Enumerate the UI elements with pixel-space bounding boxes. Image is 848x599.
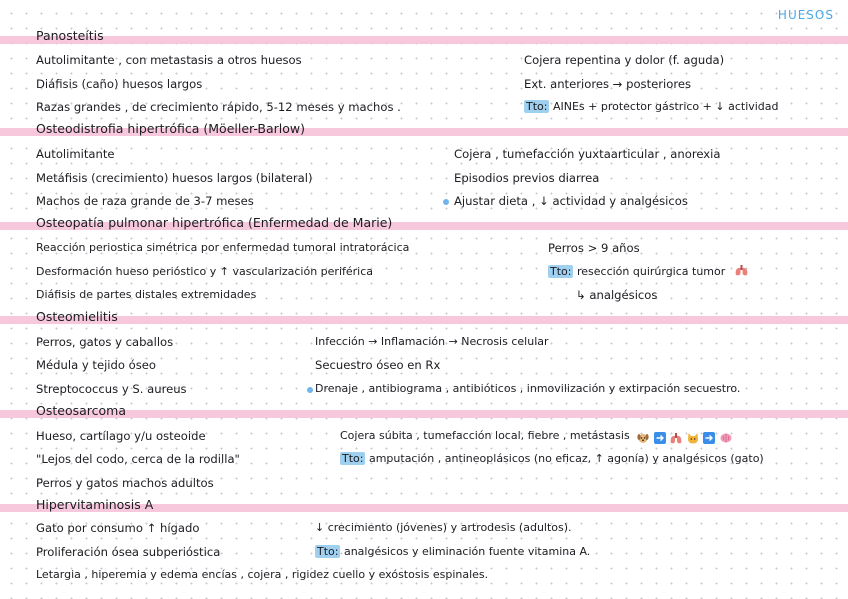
osteodistrofia-left-3: Machos de raza grande de 3-7 meses	[36, 194, 254, 208]
arrow-right-icon	[703, 432, 715, 444]
hipervitaminosis-right-1: ↓ crecimiento (jóvenes) y artrodesis (adultos).	[315, 521, 572, 534]
treatment-text: resección quirúrgica tumor	[576, 265, 726, 278]
osteodistrofia-right-2: Episodios previos diarrea	[454, 171, 600, 185]
panosteitis-left-3: Razas grandes , de crecimiento rápido, 5-12 meses y machos .	[36, 100, 401, 114]
brain-icon	[720, 432, 732, 444]
hipervitaminosis-left-2: Proliferación ósea subperióstica	[36, 545, 221, 559]
treatment-text: amputación , antineoplásicos (no eficaz, ↑ agonía) y analgésicos (gato)	[368, 452, 764, 465]
section-title-osteomielitis: Osteomielitis	[36, 309, 118, 324]
osteosarcoma-left-1: Hueso, cartílago y/u osteoide	[36, 429, 206, 443]
section-title-hipervitaminosis: Hipervitaminosis A	[36, 497, 154, 512]
hipervitaminosis-treatment	[315, 545, 590, 558]
arrow-right-icon	[654, 432, 666, 444]
osteopatia-left-1: Reacción periostica simétrica por enfermedad tumoral intratorácica	[36, 241, 410, 254]
osteopatia-left-2: Desformación hueso perióstico y ↑ vascularización periférica	[36, 265, 374, 278]
hipervitaminosis-left-3: Letargia , hiperemia y edema encías , cojera , rigidez cuello y exóstosis espinales.	[36, 568, 489, 581]
osteosarcoma-right-1	[340, 429, 733, 444]
osteopatia-arrow-line: ↳ analgésicos	[576, 288, 658, 302]
title-band	[0, 36, 848, 44]
osteomielitis-left-3: Streptococcus y S. aureus	[36, 382, 187, 396]
metastasis-icons	[637, 431, 733, 444]
osteomielitis-right-2: Secuestro óseo en Rx	[315, 358, 441, 372]
title-band	[0, 316, 848, 324]
osteopatia-left-3: Diáfisis de partes distales extremidades	[36, 288, 257, 301]
section-title-panosteitis: Panosteítis	[36, 28, 104, 43]
osteosarcoma-left-2: "Lejos del codo, cerca de la rodilla"	[36, 452, 240, 466]
treatment-text: AINEs + protector gástrico + ↓ actividad	[552, 100, 779, 113]
panosteitis-left-1: Autolimitante , con metastasis a otros huesos	[36, 53, 302, 67]
osteomielitis-left-2: Médula y tejido óseo	[36, 358, 157, 372]
osteomielitis-left-1: Perros, gatos y caballos	[36, 335, 174, 349]
lung-icon	[735, 265, 748, 276]
osteopatia-right-1: Perros > 9 años	[548, 241, 640, 255]
osteodistrofia-left-1: Autolimitante	[36, 147, 115, 161]
panosteitis-left-2: Diáfisis (caño) huesos largos	[36, 77, 203, 91]
hipervitaminosis-left-1: Gato por consumo ↑ hígado	[36, 521, 200, 535]
panosteitis-right-2: Ext. anteriores → posteriores	[524, 77, 692, 91]
header-tag: HUESOS	[777, 8, 834, 22]
panosteitis-right-1: Cojera repentina y dolor (f. aguda)	[524, 53, 725, 67]
treatment-text: analgésicos y eliminación fuente vitamina A.	[343, 545, 591, 558]
section-title-osteosarcoma: Osteosarcoma	[36, 403, 126, 418]
osteosarcoma-treatment	[340, 452, 764, 465]
treatment-label: Tto:	[317, 545, 339, 558]
osteodistrofia-right-1: Cojera , tumefacción yuxtaarticular , anorexia	[454, 147, 721, 161]
osteodistrofia-right-3: Ajustar dieta , ↓ actividad y analgésicos	[454, 194, 688, 208]
treatment-label: Tto:	[550, 265, 572, 278]
bullet-dot	[443, 199, 449, 205]
osteomielitis-right-1: Infección → Inflamación → Necrosis celular	[315, 335, 549, 348]
treatment-label: Tto:	[342, 452, 364, 465]
osteosarcoma-left-3: Perros y gatos machos adultos	[36, 476, 214, 490]
title-band	[0, 410, 848, 418]
osteomielitis-right-3: Drenaje , antibiograma , antibióticos , inmovilización y extirpación secuestro.	[315, 382, 741, 395]
lung-icon	[670, 432, 682, 444]
section-title-osteodistrofia: Osteodistrofia hipertrófica (Möeller-Barlow)	[36, 121, 306, 136]
dog-icon	[637, 432, 649, 444]
section-title-osteopatia: Osteopatía pulmonar hipertrófica (Enfermedad de Marie)	[36, 215, 393, 230]
osteosarcoma-symptoms: Cojera súbita , tumefacción local, fiebre , metástasis	[340, 429, 630, 442]
osteopatia-treatment	[548, 265, 748, 278]
cat-icon	[687, 432, 699, 444]
osteodistrofia-left-2: Metáfisis (crecimiento) huesos largos (bilateral)	[36, 171, 313, 185]
bullet-dot	[307, 387, 313, 393]
panosteitis-treatment	[524, 100, 779, 113]
treatment-label: Tto:	[526, 100, 548, 113]
